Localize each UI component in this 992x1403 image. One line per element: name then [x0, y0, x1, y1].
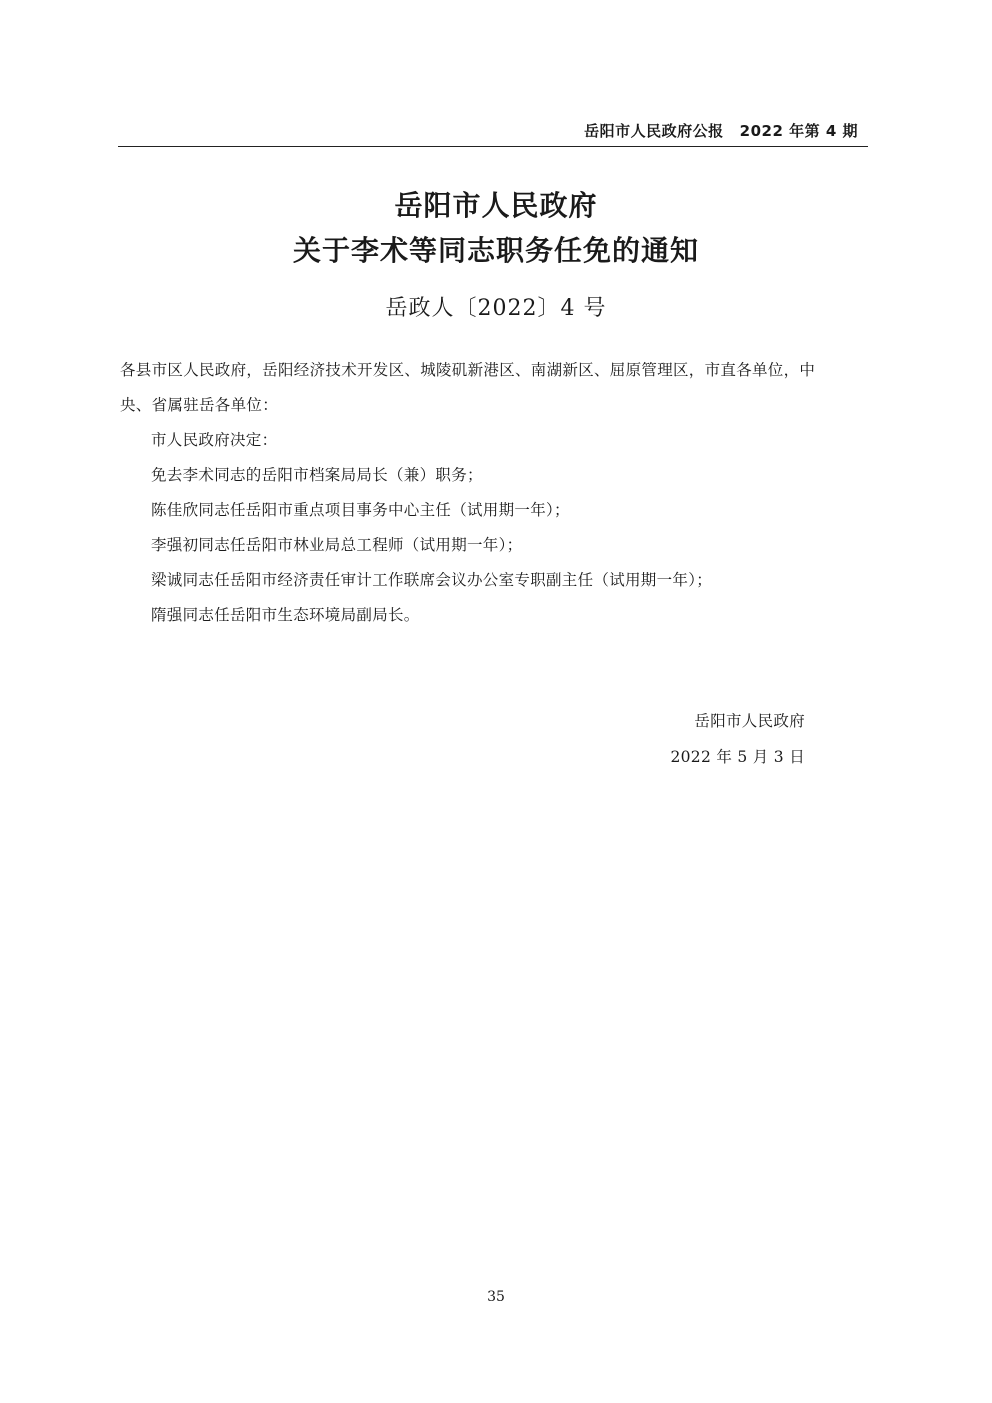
appointment-item: 隋强同志任岳阳市生态环境局副局长。 [151, 606, 420, 624]
running-header [118, 120, 868, 146]
signature-date: 2022 年 5 月 3 日 [670, 748, 805, 766]
appointment-item: 陈佳欣同志任岳阳市重点项目事务中心主任（试用期一年）； [151, 501, 570, 519]
document-title-line-1: 岳阳市人民政府 [394, 189, 598, 222]
document-number: 岳政人〔2022〕4 号 [385, 296, 607, 321]
signature-organization: 岳阳市人民政府 [694, 712, 805, 730]
issue-number: 2022 年第 4 期 [739, 122, 858, 140]
appointment-item: 李强初同志任岳阳市林业局总工程师（试用期一年）； [151, 536, 523, 554]
decision-statement: 市人民政府决定： [151, 431, 278, 449]
addressee-line-2: 央、省属驻岳各单位： [120, 396, 279, 414]
publication-name: 岳阳市人民政府公报 [584, 122, 724, 140]
addressee-line-1: 各县市区人民政府，岳阳经济技术开发区、城陵矶新港区、南湖新区、屈原管理区，市直各单位，中 [120, 361, 816, 379]
header-divider [118, 146, 868, 147]
addressee [120, 353, 880, 423]
document-title-line-2: 关于李术等同志职务任免的通知 [292, 234, 699, 267]
appointment-item: 梁诚同志任岳阳市经济责任审计工作联席会议办公室专职副主任（试用期一年）； [151, 571, 713, 589]
appointment-item: 免去李术同志的岳阳市档案局局长（兼）职务； [151, 466, 483, 484]
notice-body [120, 423, 880, 633]
page-number: 35 [487, 1289, 505, 1305]
